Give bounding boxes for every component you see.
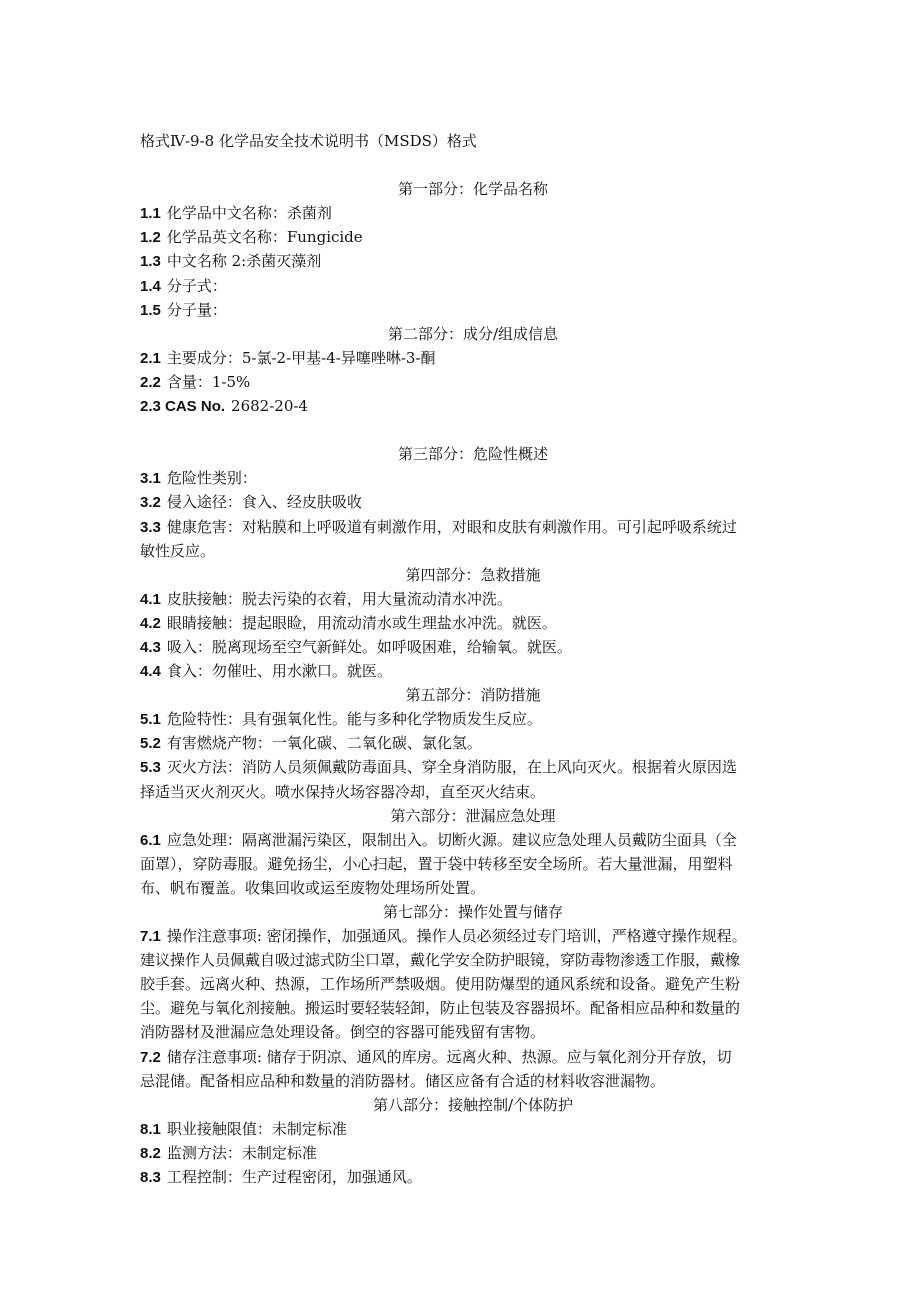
list-item <box>140 201 800 225</box>
item-line <box>140 707 800 731</box>
item-text: 含量：1-5% <box>166 372 251 391</box>
item-line <box>140 1020 800 1044</box>
item-line <box>140 249 800 273</box>
section <box>140 1093 800 1189</box>
item-line <box>140 731 800 755</box>
list-item <box>140 635 800 659</box>
item-text: 布、帆布覆盖。收集回收或运至废物处理场所处置。 <box>140 878 486 897</box>
item-text: 2682-20-4 <box>231 397 308 416</box>
item-text: 工程控制：生产过程密闭，加强通风。 <box>166 1168 422 1187</box>
item-line <box>140 225 800 249</box>
item-number: 5.2 <box>140 735 161 753</box>
list-item <box>140 755 800 803</box>
item-line <box>140 1117 800 1141</box>
list-item <box>140 611 800 635</box>
list-item <box>140 587 800 611</box>
item-line <box>140 972 800 996</box>
list-item <box>140 924 800 1044</box>
list-item <box>140 370 800 394</box>
item-line <box>140 924 800 948</box>
item-text: 吸入：脱离现场至空气新鲜处。如呼吸困难，给输氧。就医。 <box>166 637 572 656</box>
item-line <box>140 1045 800 1069</box>
item-text: 监测方法：未制定标准 <box>166 1143 317 1162</box>
document-title: 格式Ⅳ-9-8 化学品安全技术说明书（MSDS）格式 <box>140 132 477 150</box>
list-item <box>140 298 800 322</box>
item-number: 6.1 <box>140 831 161 849</box>
item-line <box>140 876 800 900</box>
list-item <box>140 659 800 683</box>
item-line <box>140 611 800 635</box>
item-line <box>140 755 800 779</box>
item-number: 3.3 <box>140 518 161 536</box>
item-text: 危险特性：具有强氧化性。能与多种化学物质发生反应。 <box>166 710 542 729</box>
section <box>140 804 800 900</box>
item-number: 8.1 <box>140 1120 161 1138</box>
list-item <box>140 828 800 900</box>
item-number: 1.3 <box>140 253 161 271</box>
item-text: 胶手套。远离火种、热源，工作场所严禁吸烟。使用防爆型的通风系统和设备。避免产生粉 <box>140 975 741 994</box>
section <box>140 442 800 562</box>
list-item <box>140 394 800 418</box>
item-number: 5.3 <box>140 759 161 777</box>
item-line <box>140 370 800 394</box>
item-line <box>140 346 800 370</box>
item-text: 化学品英文名称：Fungicide <box>166 228 363 247</box>
list-item <box>140 1165 800 1189</box>
item-line <box>140 515 800 539</box>
item-line <box>140 274 800 298</box>
item-text: 分子量： <box>166 300 227 319</box>
list-item <box>140 490 800 514</box>
item-text: 职业接触限值：未制定标准 <box>166 1119 347 1138</box>
item-line <box>140 1141 800 1165</box>
item-number: 1.2 <box>140 229 161 247</box>
item-line <box>140 466 800 490</box>
section <box>140 322 800 442</box>
item-number: 1.5 <box>140 301 161 319</box>
list-item <box>140 1045 800 1093</box>
section-heading: 第七部分：操作处置与储存 <box>382 903 563 921</box>
item-line <box>140 996 800 1020</box>
item-number: 5.1 <box>140 711 161 729</box>
item-line <box>140 490 800 514</box>
item-number: 7.2 <box>140 1048 161 1066</box>
item-number: 2.2 <box>140 373 161 391</box>
list-item <box>140 466 800 490</box>
item-text: 灭火方法：消防人员须佩戴防毒面具、穿全身消防服，在上风向灭火。根据着火原因选 <box>166 758 737 777</box>
item-line <box>140 201 800 225</box>
list-item <box>140 1117 800 1141</box>
item-text: 眼睛接触：提起眼睑，用流动清水或生理盐水冲洗。就医。 <box>166 613 557 632</box>
item-text: 危险性类别： <box>166 469 257 488</box>
item-text: 健康危害：对粘膜和上呼吸道有刺激作用，对眼和皮肤有刺激作用。可引起呼吸系统过 <box>166 517 737 536</box>
item-line <box>140 394 800 418</box>
section-heading: 第三部分：危险性概述 <box>397 445 548 464</box>
item-line <box>140 298 800 322</box>
item-line <box>140 1165 800 1189</box>
item-line <box>140 587 800 611</box>
item-text: 尘。避免与氧化剂接触。搬运时要轻装轻卸，防止包装及容器损坏。配备相应品种和数量的 <box>140 999 741 1018</box>
item-text: 忌混储。配备相应品种和数量的消防器材。储区应备有合适的材料收容泄漏物。 <box>140 1071 666 1090</box>
item-line <box>140 852 800 876</box>
item-text: 皮肤接触：脱去污染的衣着，用大量流动清水冲洗。 <box>166 589 512 608</box>
item-text: 储存注意事项: 储存于阴凉、通风的库房。远离火种、热源。应与氧化剂分开存放，切 <box>166 1047 732 1066</box>
item-line <box>140 948 800 972</box>
list-item <box>140 225 800 249</box>
item-text: 有害燃烧产物：一氧化碳、二氧化碳、氯化氢。 <box>166 734 482 753</box>
item-number: 4.1 <box>140 590 161 608</box>
item-number: 4.3 <box>140 638 161 656</box>
list-item <box>140 249 800 273</box>
section-heading: 第八部分：接触控制/个体防护 <box>372 1095 574 1114</box>
section <box>140 563 800 683</box>
item-number: 4.4 <box>140 663 161 681</box>
section <box>140 900 800 1093</box>
item-number: 8.3 <box>140 1169 161 1187</box>
list-item <box>140 707 800 731</box>
item-text: 食入：勿催吐、用水漱口。就医。 <box>166 662 392 681</box>
section <box>140 177 800 322</box>
item-text: 化学品中文名称：杀菌剂 <box>166 204 332 223</box>
list-item <box>140 274 800 298</box>
sections <box>140 177 800 1189</box>
item-number: 2.3 CAS No. <box>140 398 226 416</box>
list-item <box>140 515 800 563</box>
item-number: 1.4 <box>140 277 161 295</box>
item-line <box>140 635 800 659</box>
blank-line <box>140 418 800 442</box>
item-number: 1.1 <box>140 205 161 223</box>
item-line <box>140 1069 800 1093</box>
item-line <box>140 659 800 683</box>
item-number: 7.1 <box>140 928 161 946</box>
item-text: 侵入途径：食入、经皮肤吸收 <box>166 493 362 512</box>
item-line <box>140 539 800 563</box>
item-text: 消防器材及泄漏应急处理设备。倒空的容器可能残留有害物。 <box>140 1023 546 1042</box>
section-heading: 第五部分：消防措施 <box>405 686 541 705</box>
list-item <box>140 1141 800 1165</box>
item-text: 操作注意事项: 密闭操作，加强通风。操作人员必须经过专门培训，严格遵守操作规程。 <box>166 927 747 946</box>
item-line <box>140 780 800 804</box>
item-number: 3.1 <box>140 470 161 488</box>
section <box>140 683 800 803</box>
item-number: 3.2 <box>140 494 161 512</box>
item-text: 中文名称 2:杀菌灭藻剂 <box>166 252 322 271</box>
item-text: 敏性反应。 <box>140 541 216 560</box>
section-heading: 第四部分：急救措施 <box>405 565 541 584</box>
item-number: 8.2 <box>140 1144 161 1162</box>
list-item <box>140 731 800 755</box>
item-line <box>140 828 800 852</box>
item-text: 分子式： <box>166 276 227 295</box>
item-number: 2.1 <box>140 349 161 367</box>
item-number: 4.2 <box>140 614 161 632</box>
document-page <box>140 129 800 1189</box>
item-text: 择适当灭火剂灭火。喷水保持火场容器冷却，直至灭火结束。 <box>140 782 546 801</box>
item-text: 建议操作人员佩戴自吸过滤式防尘口罩，戴化学安全防护眼镜，穿防毒物渗透工作服，戴橡 <box>140 951 741 970</box>
section-heading: 第一部分：化学品名称 <box>397 180 548 199</box>
item-text: 主要成分：5-氯-2-甲基-4-异噻唑啉-3-酮 <box>166 348 436 367</box>
section-heading: 第二部分：成分/组成信息 <box>387 324 559 343</box>
item-text: 面罩），穿防毒服。避免扬尘，小心扫起，置于袋中转移至安全场所。若大量泄漏，用塑料 <box>140 854 733 873</box>
item-text: 应急处理：隔离泄漏污染区，限制出入。切断火源。建议应急处理人员戴防尘面具（全 <box>166 830 737 849</box>
section-heading: 第六部分：泄漏应急处理 <box>390 806 556 825</box>
list-item <box>140 346 800 370</box>
